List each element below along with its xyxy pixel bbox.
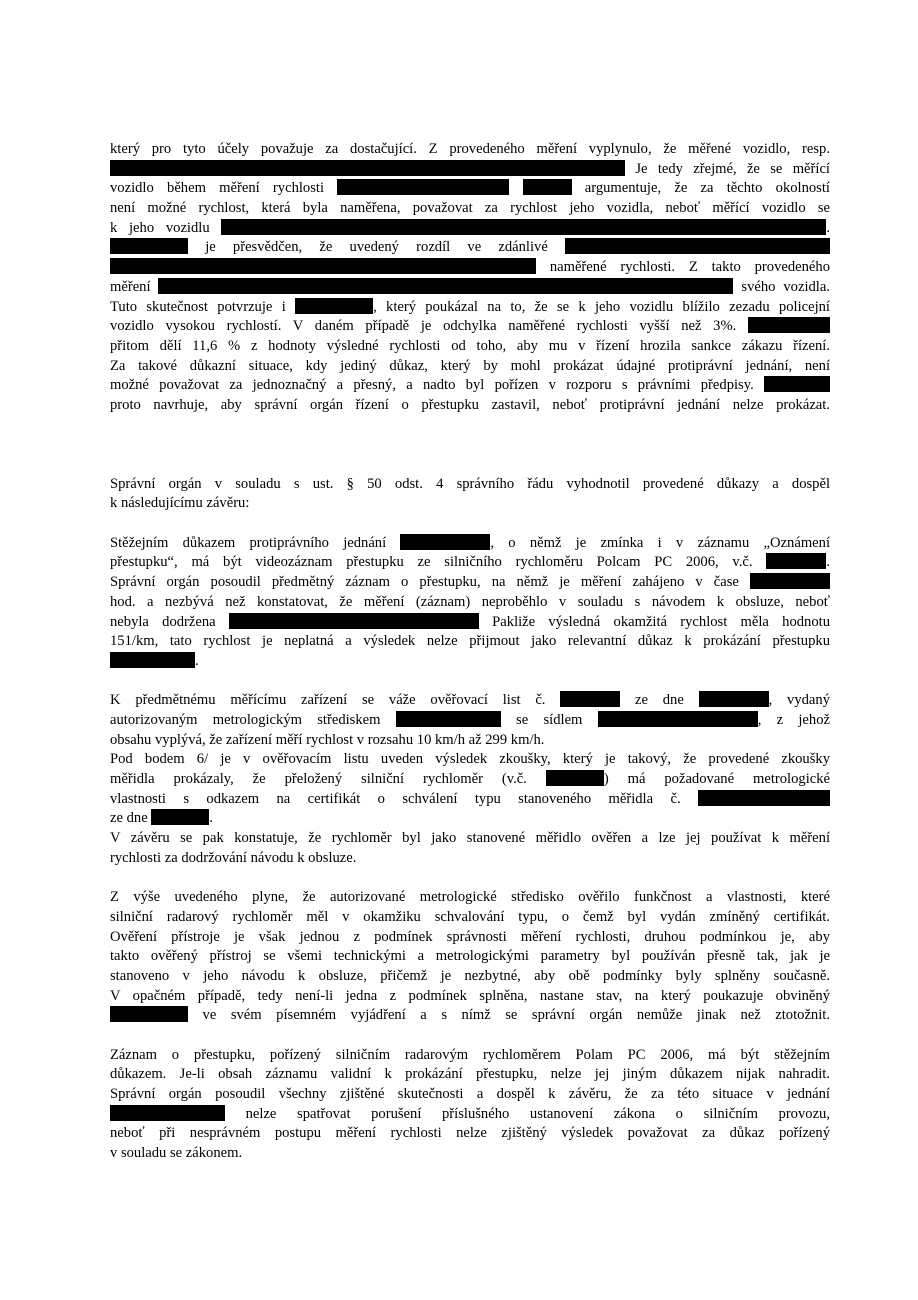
text-segment: v souladu se zákonem.	[110, 1145, 243, 1162]
paragraph-3	[110, 534, 830, 672]
text-segment: Tuto skutečnost potvrzuje i	[110, 298, 286, 315]
text-segment: možné považovat za jednoznačný a přesný, a nadto byl pořízen v rozporu s právními předpisy.	[110, 377, 754, 394]
text-segment: je přesvědčen, že uvedený rozdíl ve zdánlivé	[205, 239, 548, 256]
redaction-bar	[698, 790, 830, 806]
text-segment: Záznam o přestupku, pořízený silničním radarovým rychloměrem Polam PC 2006, má být stěžejním	[110, 1046, 830, 1063]
text-line	[110, 140, 830, 160]
text-line	[110, 790, 830, 810]
text-line	[110, 770, 830, 790]
text-segment: hod. a nezbývá než konstatovat, že měření (záznam) neproběhlo v souladu s návodem k obsluze, neboť	[110, 593, 830, 610]
redaction-bar	[110, 258, 536, 274]
text-line	[110, 888, 830, 908]
text-segment: přitom dělí 11,6 % z hodnoty výsledné rychlosti od toho, aby mu v řízení hrozila sankce zákazu řízení.	[110, 337, 830, 354]
text-segment: Za takové důkazní situace, kdy jediný důkaz, který by mohl prokázat údajné protiprávní jednání, není	[110, 357, 830, 374]
text-line	[110, 396, 830, 416]
redaction-bar	[764, 376, 830, 392]
text-segment: , vydaný	[768, 692, 830, 709]
text-segment: ze dne	[110, 810, 148, 827]
text-line	[110, 376, 830, 396]
redaction-bar	[151, 809, 209, 825]
text-line	[110, 632, 830, 652]
text-line	[110, 337, 830, 357]
paragraph-5	[110, 888, 830, 1026]
text-segment: Správní orgán v souladu s ust. § 50 odst. 4 správního řádu vyhodnotil provedené důkazy a dospěl	[110, 475, 830, 492]
text-segment: , o němž je zmínka i v záznamu „Oznámení	[490, 534, 830, 551]
text-segment: Stěžejním důkazem protiprávního jednání	[110, 534, 387, 551]
text-segment: .	[209, 810, 213, 827]
text-line	[110, 652, 830, 672]
text-line	[110, 199, 830, 219]
text-segment: 151/km, tato rychlost je neplatná a výsledek nelze přijmout jako relevantní důkaz k prokázání přestupku	[110, 633, 830, 650]
text-line	[110, 947, 830, 967]
text-segment: vlastnosti s odkazem na certifikát o schválení typu stanoveného měřidla č.	[110, 790, 681, 807]
text-line	[110, 987, 830, 1007]
text-segment: vozidlo vysokou rychlostí. V daném případě je odchylka naměřené rychlosti vyšší než 3%.	[110, 318, 737, 335]
redaction-bar	[110, 1105, 225, 1121]
redaction-bar	[396, 711, 501, 727]
redaction-bar	[221, 219, 826, 235]
text-segment: .	[826, 554, 830, 571]
text-line	[110, 258, 830, 278]
text-line	[110, 1085, 830, 1105]
text-segment: měřidla prokázaly, že přeložený silniční rychloměr (v.č.	[110, 771, 527, 788]
redaction-bar	[400, 534, 490, 550]
text-segment: proto navrhuje, aby správní orgán řízení o přestupku zastavil, neboť protiprávní jednání nelze prokázat.	[110, 396, 830, 413]
text-line	[110, 179, 830, 199]
text-line	[110, 317, 830, 337]
text-line	[110, 534, 830, 554]
text-line	[110, 1046, 830, 1066]
text-segment: rychlosti za dodržování návodu k obsluze.	[110, 849, 357, 866]
paragraph-4	[110, 691, 830, 868]
text-line	[110, 750, 830, 770]
text-line	[110, 357, 830, 377]
text-line	[110, 278, 830, 298]
text-segment: ve svém písemném vyjádření a s nímž se správní orgán nemůže jinak než ztotožnit.	[202, 1007, 830, 1024]
text-segment: V opačném případě, tedy není-li jedna z podmínek splněna, nastane stav, na který poukazuje obviněný	[110, 987, 830, 1004]
text-line	[110, 1144, 830, 1164]
redaction-bar	[750, 573, 830, 589]
text-line	[110, 219, 830, 239]
text-line	[110, 731, 830, 751]
text-line	[110, 475, 830, 495]
text-segment: , z jehož	[757, 711, 830, 728]
text-segment: .	[195, 652, 199, 669]
redaction-bar	[766, 553, 826, 569]
redaction-bar	[337, 179, 509, 195]
redaction-bar	[598, 711, 758, 727]
text-line	[110, 573, 830, 593]
text-line	[110, 613, 830, 633]
paragraph-2	[110, 475, 830, 514]
text-line	[110, 160, 830, 180]
text-segment: k jeho vozidlu	[110, 219, 210, 236]
text-line	[110, 1105, 830, 1125]
text-segment: měření	[110, 278, 151, 295]
text-segment: Je tedy zřejmé, že se měřící	[635, 160, 830, 177]
paragraph-6	[110, 1046, 830, 1164]
text-segment: není možné rychlost, která byla naměřena, považovat za rychlost jeho vozidla, neboť měřící vozidlo se	[110, 200, 830, 217]
redaction-bar	[110, 238, 188, 254]
text-line	[110, 967, 830, 987]
text-line	[110, 711, 830, 731]
redaction-bar	[110, 652, 195, 668]
text-line	[110, 908, 830, 928]
text-segment: Pod bodem 6/ je v ověřovacím listu uveden výsledek zkoušky, který je takový, že provedené zkoušky	[110, 751, 830, 768]
redaction-bar	[158, 278, 733, 294]
text-segment: Správní orgán posoudil předmětný záznam o přestupku, na němž je měření zahájeno v čase	[110, 574, 739, 591]
text-line	[110, 849, 830, 869]
text-segment: Ověření přístroje je však jednou z podmínek správnosti měření rychlosti, druhou podmínkou je, aby	[110, 928, 830, 945]
redaction-bar	[699, 691, 769, 707]
redaction-bar	[110, 1006, 188, 1022]
text-segment: ze dne	[635, 692, 684, 709]
text-segment: stanoveno v jeho návodu k obsluze, přičemž je nezbytné, aby obě podmínky byly splněny současně.	[110, 967, 830, 984]
paragraph-1	[110, 140, 830, 416]
text-line	[110, 1124, 830, 1144]
text-line	[110, 553, 830, 573]
redaction-bar	[523, 179, 572, 195]
text-segment: se sídlem	[516, 711, 583, 728]
text-line	[110, 809, 830, 829]
text-segment: takto ověřený přístroj se všemi technickými a metrologickými parametry byl používán přesně tak, jak je	[110, 948, 830, 965]
text-line	[110, 691, 830, 711]
text-segment: svého vozidla.	[741, 278, 830, 295]
redaction-bar	[560, 691, 620, 707]
text-segment: přestupku“, má být videozáznam přestupku ze silničního rychloměru Polcam PC 2006, v.č.	[110, 554, 753, 571]
text-segment: Pakliže výsledná okamžitá rychlost měla hodnotu	[492, 613, 830, 630]
text-segment: nebyla dodržena	[110, 613, 216, 630]
text-segment: silniční radarový rychloměr měl v okamžiku schvalování typu, o čemž byl vydán zmíněný certifikát.	[110, 908, 830, 925]
text-line	[110, 494, 830, 514]
redaction-bar	[229, 613, 479, 629]
text-line	[110, 928, 830, 948]
text-line	[110, 1065, 830, 1085]
redaction-bar	[565, 238, 830, 254]
text-segment: k následujícímu závěru:	[110, 495, 250, 512]
text-segment: K předmětnému měřícímu zařízení se váže ověřovací list č.	[110, 692, 546, 709]
text-segment: důkazem. Je-li obsah záznamu validní k prokázání přestupku, nelze jej jiným důkazem nijak nahradit.	[110, 1066, 830, 1083]
text-segment: ) má požadované metrologické	[603, 771, 830, 788]
text-segment: neboť při nesprávném postupu měření rychlosti nelze zjištěný výsledek považovat za důkaz pořízený	[110, 1125, 830, 1142]
text-line	[110, 829, 830, 849]
redaction-bar	[748, 317, 830, 333]
text-segment: naměřené rychlosti. Z takto provedeného	[549, 259, 830, 276]
text-line	[110, 593, 830, 613]
redaction-bar	[295, 298, 373, 314]
text-segment: Z výše uvedeného plyne, že autorizované metrologické středisko ověřilo funkčnost a vlastnosti, které	[110, 889, 830, 906]
text-segment: argumentuje, že za těchto okolností	[584, 180, 830, 197]
text-segment: Správní orgán posoudil všechny zjištěné skutečnosti a dospěl k závěru, že za této situace v jednání	[110, 1086, 830, 1103]
redaction-bar	[110, 160, 625, 176]
text-segment: obsahu vyplývá, že zařízení měří rychlost v rozsahu 10 km/h až 299 km/h.	[110, 731, 545, 748]
text-segment: nelze spatřovat porušení příslušného ustanovení zákona o silničním provozu,	[245, 1105, 830, 1122]
text-segment: .	[826, 219, 830, 236]
document-content	[110, 140, 830, 1164]
redaction-bar	[546, 770, 604, 786]
text-segment: autorizovaným metrologickým střediskem	[110, 711, 381, 728]
text-segment: , který poukázal na to, že se k jeho vozidlu blížilo zezadu policejní	[373, 298, 830, 315]
text-line	[110, 298, 830, 318]
text-line	[110, 1006, 830, 1026]
text-line	[110, 238, 830, 258]
text-segment: který pro tyto účely považuje za dostačující. Z provedeného měření vyplynulo, že měřené vozidlo, resp.	[110, 141, 830, 157]
text-segment: vozidlo během měření rychlosti	[110, 180, 325, 197]
text-segment: V závěru se pak konstatuje, že rychloměr byl jako stanovené měřidlo ověřen a lze jej používat k měření	[110, 830, 830, 847]
